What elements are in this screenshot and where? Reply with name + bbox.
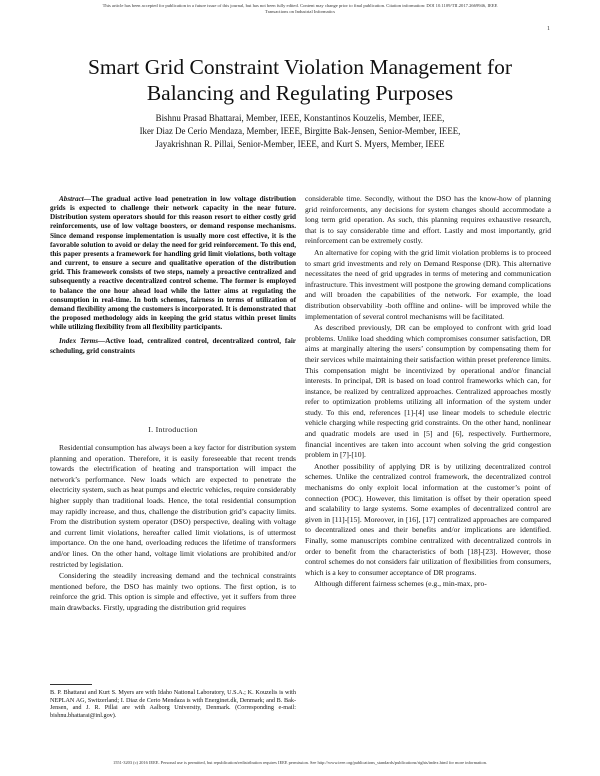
body-paragraph: Residential consumption has always been a key factor for distribution system planning and operation. Therefore, it is easily foreseeable that recent trends towards the electrification of heating and transportation will impact the network’s performance. New loads which are expected to penetrate the electricity system, such as heat pumps and electric vehicles, require considerably higher supply than traditional loads. Hence, the total residential consumption may rapidly increase, and thus, challenge the distribution grid’s capacity limits. From the distribution system operator (DSO) perspective, dealing with voltage and current limit violations, hereafter called limit violations, is of uttermost importance. On the one hand, overloading reduces the lifetime of transformers and/or lines. On the other hand, voltage limit violations are prohibited and/or restricted by legislation. [50,443,296,569]
author-affiliation-footnote: B. P. Bhattarai and Kurt S. Myers are with Idaho National Laboratory, U.S.A.; K. Kouzelis is with NEPLAN AG, Switzerland; I. Diaz de Cerio Mendaza is with Energinet.dk, Denmark; and B. Bak-Jensen, and J. R. Pillai are with Aalborg University, Denmark. (Corresponding e-mail: bishnu.bhattarai@inl.gov). [50,689,296,720]
authors-line-2: Iker Diaz De Cerio Mendaza, Member, IEEE, Birgitte Bak-Jensen, Senior-Member, IEEE, [139,126,461,136]
author-list [0,112,600,151]
title-line-2: Balancing and Regulating Purposes [146,81,454,105]
body-paragraph: Another possibility of applying DR is by utilizing decentralized control schemes. Unlike the centralized control framework, the decentralized control mechanisms do only exploit local information at the customer’s point of connection (POC). However, this limitation is offset by their operation speed and scalability to large systems. Some examples of decentralized control are given in [11]-[15]. Moreover, in [16], [17] centralized approaches are compared to decentralized ones and their benefits and/or implications are identified. Finally, some manuscripts combine centralized with decentralized controls in order to benefit from the characteristics of both [18]-[23]. However, those control schemes do not considers fair utilization of flexibilities from consumers, which is a key to consumer acceptance of DR programs. [305,461,551,577]
authors-line-1: Bishnu Prasad Bhattarai, Member, IEEE, Konstantinos Kouzelis, Member, IEEE, [155,113,445,123]
abstract-block [50,195,296,356]
title-line-1: Smart Grid Constraint Violation Management for [87,55,513,79]
section-heading-introduction: I. Introduction [148,425,198,434]
left-column-body [50,443,296,614]
copyright-footer: 1551-3203 (c) 2016 IEEE. Personal use is permitted, but republication/redistribution requires IEEE permission. See http://www.ieee.org/publications_standards/publications/rights/index.html for more information. [113,760,487,765]
body-paragraph: As described previously, DR can be employed to confront with grid load problems. Unlike load shedding which compromises consumer satisfaction, DR aims at marginally altering the users’ consumption by compensating them for their services while maintaining their satisfaction within preset preference limits. This compensation might be incentivized by operational and/or financial interests. In principal, DR is based on load control frameworks which can, for instance, be realized by centralized approaches. Centralized approaches mostly refer to optimization problems utilizing all information of the system under study. To this end, references [1]-[4] use linear models to schedule electric vehicle charging while respecting grid constraints. On the other hand, nonlinear and quadratic models are used in [5] and [6], respectively. Furthermore, financial incentives are taken into account when solving the grid congestion problem in [7]-[10]. [305,323,551,460]
body-paragraph: An alternative for coping with the grid limit violation problems is to proceed to smart grid investments and rely on Demand Response (DR). This alternative necessitates the need of grid upgrades in terms of metering and communication infrastructure. This investment will postpone the growing demand complications and will broaden the capabilities of the network. For example, the load distribution observability -both offline and online- will be improved while the implementation of several control mechanisms will be facilitated. [305,247,551,321]
paper-title [0,54,600,106]
body-paragraph: Considering the steadily increasing demand and the technical constraints mentioned before, the DSO has mainly two options. The first option, is to reinforce the grid. This option is simple and effective, yet it suffers from three main drawbacks. Firstly, upgrading the distribution grid requires [50,571,296,612]
header-journal: Transactions on Industrial Informatics [264,9,336,14]
body-paragraph: Although different fairness schemes (e.g., min-max, pro- [314,579,487,589]
authors-line-3: Jayakrishnan R. Pillai, Senior-Member, IEEE, and Kurt S. Myers, Member, IEEE [155,139,445,149]
abstract-paragraph [50,195,296,332]
index-terms-text: Active load, centralized control, decentralized control, fair scheduling, grid constraints [50,337,297,355]
body-paragraph: considerable time. Secondly, without the DSO has the know-how of planning grid reinforcements, any decisions for system changes should accommodate a long term grid operation. As such, this planning requires exhaustive research, that is to say considerable time and effort. Lastly and most importantly, grid reinforcement can be extremely costly. [305,194,551,246]
abstract-label: Abstract— [59,195,91,203]
page-number: 1 [547,26,550,32]
index-terms-paragraph [50,337,296,355]
header-notice: This article has been accepted for publication in a future issue of this journal, but has not been fully edited. Content may change prior to final publication. Citation information: DOI 10.1109/TII.2017.2669946, IEEE [102,3,498,8]
abstract-text: The gradual active load penetration in low voltage distribution grids is expected to challenge their network capacity in the near future. Distribution system operators should for this reason resort to either costly grid reinforcements, use of low voltage boosters, or demand response mechanisms. Since demand response implementation is usually more cost effective, it is the favorable solution to avoid or delay the need for grid reinforcement. To this end, this paper presents a framework for handling grid limit violations, both voltage and current, to ensure a secure and qualitative operation of the distribution grid. This framework consists of two steps, namely a proactive centralized and subsequently a reactive decentralized control scheme. The former is employed to balance the one hour ahead load while the latter aims at regulating the consumption in real-time. In both schemes, fairness in terms of utilization of demand flexibility among the customers is incorporated. It is demonstrated that the proposed methodology aids in keeping the grid status within preset limits while utilizing flexibility from all flexibility participants. [50,195,296,332]
footnote-rule [50,684,92,685]
right-column-body [305,194,551,590]
index-terms-label: Index Terms— [59,337,106,346]
